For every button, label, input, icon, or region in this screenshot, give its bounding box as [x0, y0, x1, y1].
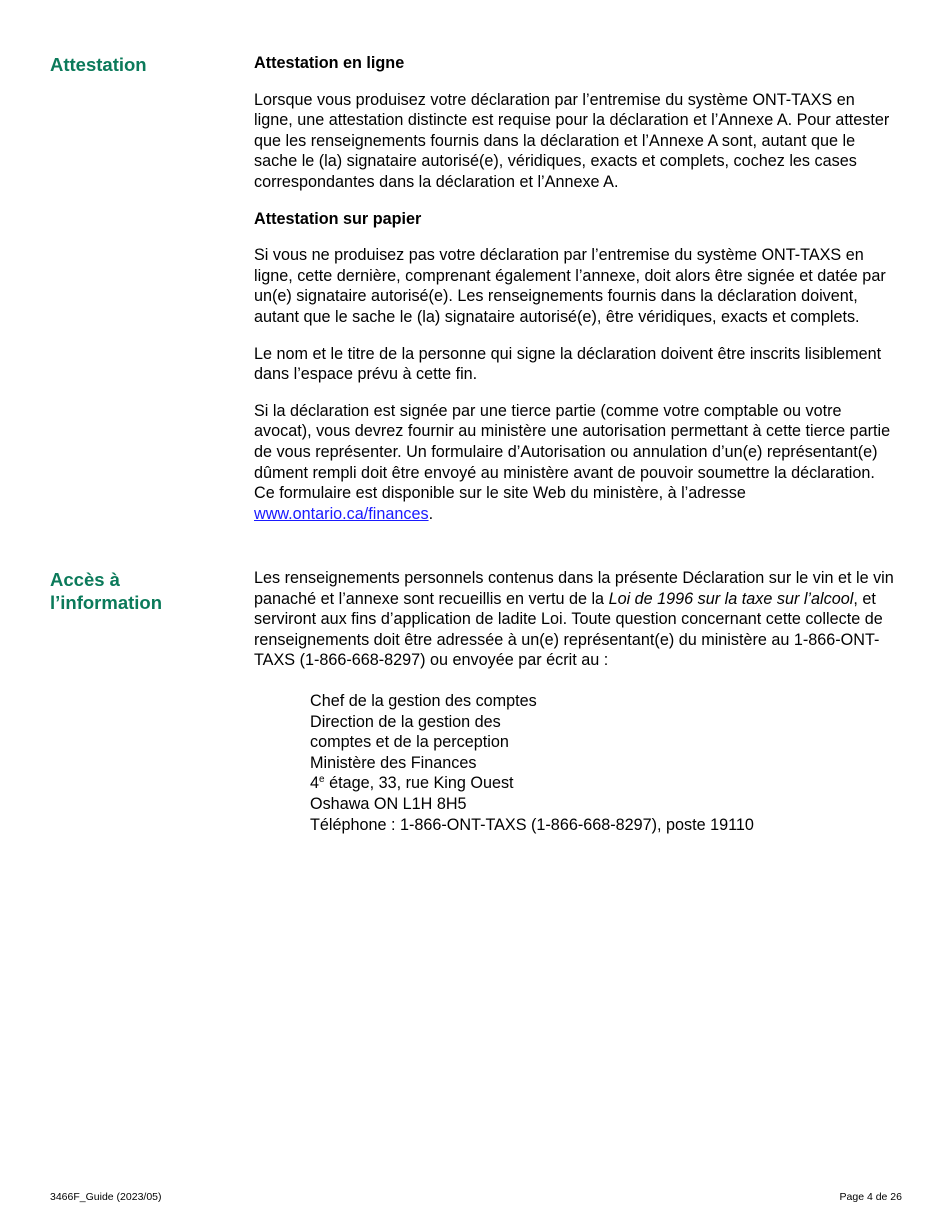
address-line-6: Oshawa ON L1H 8H5 — [310, 794, 467, 813]
signer-name-text: Le nom et le titre de la personne qui signe la déclaration doivent être inscrits lisiblement dans l’espace prévu à cette fin. — [254, 344, 882, 384]
address-line-5 — [310, 773, 894, 794]
access-heading-line2: l’information — [50, 592, 163, 613]
access-text-part2: , et serviront aux fins d’application de ladite Loi. Toute question concernant cette collecte de renseignements doit être adressée à un(e) représentant(e) du ministère au 1-866-ONT-TAXS (1-866-668-8297) ou envoyée par écrit au : — [254, 589, 883, 670]
online-attestation-text: Lorsque vous produisez votre déclaration par l’entremise du système ONT-TAXS en ligne, une attestation distincte est requise pour la déclaration et l’Annexe A. Pour attester que les renseignements fournis dans la déclaration et l’Annexe A sont, autant que le sache le (la) signataire autorisé(e), véridiques, exacts et complets, cochez les cases correspondantes dans la déclaration et l’Annexe A. — [254, 90, 890, 191]
access-heading — [50, 568, 230, 614]
address-line-7: Téléphone : 1-866-ONT-TAXS (1-866-668-8297), poste 19110 — [310, 815, 754, 834]
attestation-heading: Attestation — [50, 54, 147, 75]
access-content — [254, 568, 894, 835]
address-line-1: Chef de la gestion des comptes — [310, 691, 537, 710]
access-paragraph — [254, 568, 894, 671]
third-party-paragraph — [254, 401, 894, 525]
street-address: étage, 33, rue King Ouest — [324, 774, 514, 793]
third-party-end: . — [428, 504, 434, 523]
address-line-3: comptes et de la perception — [310, 733, 509, 752]
floor-number: 4 — [310, 774, 320, 793]
finances-link[interactable]: www.ontario.ca/finances — [254, 504, 429, 523]
access-text-part1: Les renseignements personnels contenus dans la présente Déclaration sur le vin et le vin panaché et l’annexe sont recueillis en vertu de la — [254, 569, 894, 608]
mailing-address — [310, 691, 894, 835]
page-number: Page 4 de 26 — [839, 1191, 902, 1203]
third-party-text: Si la déclaration est signée par une tierce partie (comme votre comptable ou votre avocat), vous devrez fournir au ministère une autorisation permettant à cette tierce partie de vous représenter. Un formulaire d’Autorisation ou annulation d’un(e) représentant(e) dûment rempli doit être envoyé au ministère avant de pouvoir soumettre la déclaration. Ce formulaire est disponible sur le site Web du ministère, à l’adresse — [254, 401, 891, 503]
paper-attestation-title: Attestation sur papier — [254, 209, 422, 228]
online-attestation-title: Attestation en ligne — [254, 54, 405, 72]
law-name: Loi de 1996 sur la taxe sur l’alcool — [608, 589, 854, 608]
floor-suffix: e — [319, 774, 325, 786]
address-line-4: Ministère des Finances — [310, 753, 477, 772]
paper-attestation-text: Si vous ne produisez pas votre déclaration par l’entremise du système ONT-TAXS en ligne, cette dernière, comprenant également l’annexe, doit alors être signée et datée par un(e) signataire autorisé(e). Les renseignements fournis dans la déclaration doivent, autant que le sache le (la) signataire autorisé(e), être véridiques, exacts et complets. — [254, 246, 886, 326]
address-line-2: Direction de la gestion des — [310, 712, 501, 731]
form-id: 3466F_Guide (2023/05) — [50, 1191, 162, 1203]
attestation-content — [254, 53, 894, 540]
access-heading-line1: Accès à — [50, 569, 120, 590]
